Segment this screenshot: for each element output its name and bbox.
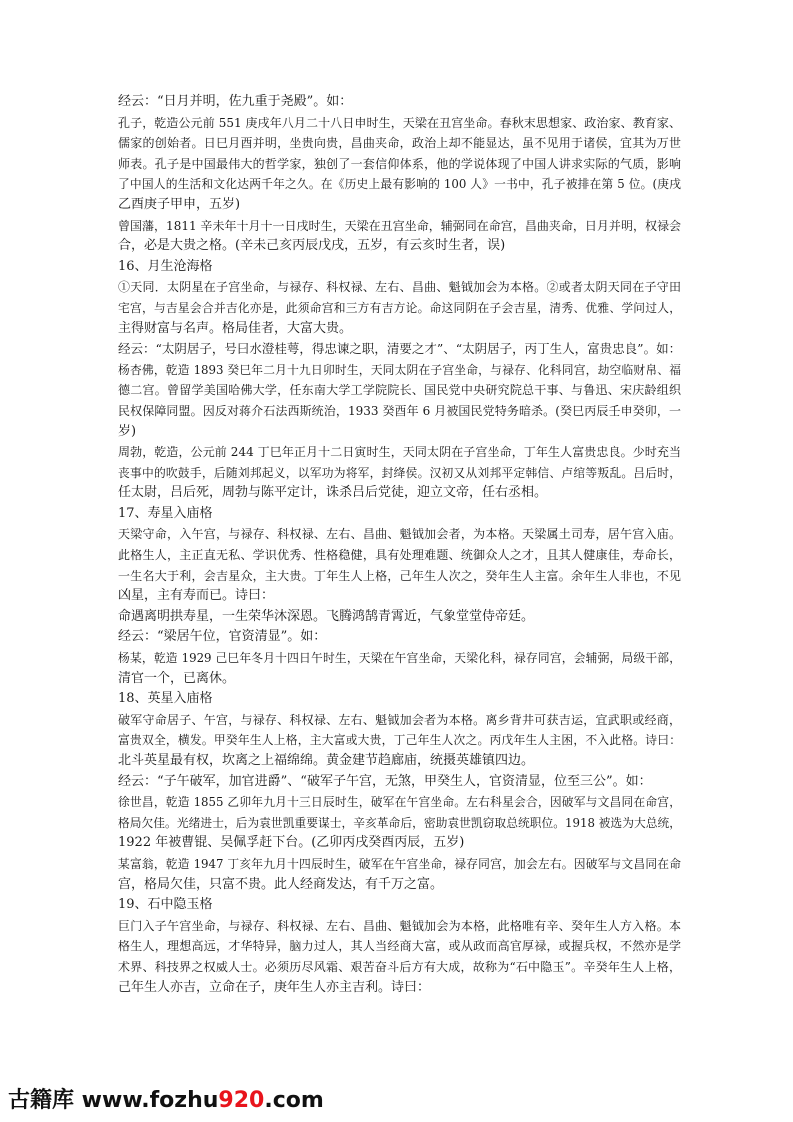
text-line: 经云：“太阴居子，号曰水澄桂萼，得忠谏之职，清要之才”、“太阴居子，丙丁生人，富贵忠良”。如： (118, 341, 681, 357)
text-line: 1922 年被曹锟、吴佩孚赶下台。(乙卯丙戌癸酉丙辰，五岁) (118, 835, 465, 851)
text-line: 北斗英星最有权，坎离之上福绵绵。黄金建节趋廊庙，统摄英雄镇四边。 (118, 753, 535, 768)
text-line: 经云：“梁居午位，官资清显”。如： (118, 629, 327, 645)
text-line: 儒家的创始者。日巳月酉并明，坐贵向贵，昌曲夹命，政治上却不能显达，虽不见用于诸侯，宜其为万世 (118, 136, 681, 151)
text-line: 民权保障同盟。因反对蒋介石法西斯统治，1933 癸酉年 6 月被国民党特务暗杀。(癸巳丙辰壬申癸卯，一 (118, 403, 681, 418)
text-line: 此格生人，主正直无私、学识优秀、性格稳健，具有处理难题、统御众人之才，且其人健康佳，寿命长， (118, 548, 681, 563)
text-line: 17、寿星入庙格 (118, 505, 213, 521)
text-line: 巨门入子午宫坐命，与禄存、科权禄、左右、昌曲、魁钺加会为本格，此格唯有辛、癸年生人方入格。本 (118, 918, 681, 933)
text-line: 徐世昌，乾造 1855 乙卯年九月十三日辰时生，破军在午宫坐命。左右科星会合，因破军与文昌同在命宫， (118, 795, 681, 810)
text-line: 宅宫，与吉星会合并吉化亦是，此须命宫和三方有吉方论。命这同阴在子会吉星，清秀、优雅、学问过人， (118, 300, 681, 315)
text-line: 师表。孔子是中国最伟大的哲学家，独创了一套信仰体系，他的学说体现了中国人讲求实际的气质，影响 (118, 156, 681, 171)
text-line: 一生名大于利，会吉星众，主大贵。丁年生人上格，己年生人次之，癸年生人主富。余年生人非也，不见 (118, 568, 681, 583)
text-line: 宫，格局欠佳，只富不贵。此人经商发达，有千万之富。 (118, 876, 444, 892)
text-line: 丧事中的吹鼓手，后随刘邦起义，以军功为将军，封绛侯。汉初又从刘邦平定韩信、卢绾等叛乱。吕后时， (118, 465, 681, 480)
text-line: 经云：“日月并明，佐九重于尧殿”。如： (118, 94, 353, 109)
text-line: 杨杏佛，乾造 1893 癸巳年二月十九日卯时生，天同太阴在子宫坐命，与禄存、化科同宫，劫空临财帛、福 (118, 362, 681, 377)
text-line: 德二宫。曾留学美国哈佛大学，任东南大学工学院院长、国民党中央研究院总干事、与鲁迅、宋庆龄组织 (118, 383, 681, 398)
watermark-brand-name: 古籍库 (8, 1088, 75, 1113)
document-body (118, 92, 681, 998)
text-line: 主得财富与名声。格局佳者，大富大贵。 (118, 320, 353, 336)
text-line: 某富翁，乾造 1947 丁亥年九月十四辰时生，破军在午宫坐命，禄存同宫，加会左右。因破军与文昌同在命 (118, 856, 681, 871)
text-line: 任太尉，吕后死，周勃与陈平定计，诛杀吕后党徒，迎立文帝，任右丞相。 (118, 485, 548, 501)
text-line: 18、英星入庙格 (118, 691, 213, 707)
text-line: 凶星，主有寿而已。诗曰： (118, 588, 275, 604)
text-line: ①天同．太阴星在子宫坐命，与禄存、科权禄、左右、昌曲、魁钺加会为本格。②或者太阴天同在子守田 (118, 280, 681, 295)
text-line: 破军守命居子、午宫，与禄存、科权禄、左右、魁钺加会者为本格。离乡背井可获吉运，宜武职或经商， (118, 712, 681, 727)
text-line: 己年生人亦吉，立命在子，庚年生人亦主吉利。诗曰： (118, 979, 431, 995)
text-line: 格生人，理想高远，才华特异，脑力过人，其人当经商大富，或从政而高官厚禄，或握兵权，不然亦是学 (118, 939, 681, 954)
text-line: 术界、科技界之权威人士。必须历尽风霜、艰苦奋斗后方有大成，故称为“石中隐玉”。辛癸年生人上格， (118, 959, 681, 974)
text-line: 富贵双全，横发。甲癸年生人上格，主大富或大贵，丁己年生人次之。丙戊年生人主困，不入此格。诗曰： (118, 733, 681, 748)
watermark-url-number: 920 (218, 1088, 265, 1113)
text-line: 乙酉庚子甲申，五岁) (118, 196, 241, 212)
text-line: 孔子，乾造公元前 551 庚戌年八月二十八日申时生，天梁在丑宫坐命。春秋末思想家、政治家、教育家、 (118, 115, 681, 130)
text-line: 命遇离明拱寿星，一生荣华沐深恩。飞腾鸿鹄青霄近，气象堂堂侍帝廷。 (118, 608, 535, 624)
watermark-url-suffix: .com (264, 1088, 324, 1113)
text-line: 16、月生沧海格 (118, 258, 213, 274)
watermark-url-prefix: www.fozhu (74, 1088, 219, 1113)
text-line: 天梁守命，入午宫，与禄存、科权禄、左右、昌曲、魁钺加会者，为本格。天梁属土司寿，居午宫入庙。 (118, 527, 681, 542)
text-line: 清官一个，已离休。 (118, 670, 236, 686)
text-line: 了中国人的生活和文化达两千年之久。在《历史上最有影响的 100 人》一书中，孔子被排在第 5 位。(庚戌 (118, 177, 681, 192)
text-line: 经云：“子午破军，加官进爵”、“破军子午宫，无煞，甲癸生人，官资清显，位至三公”。如： (118, 773, 652, 789)
watermark-logo (8, 1083, 324, 1114)
text-line: 合，必是大贵之格。(辛未己亥丙辰戊戌，五岁，有云亥时生者，误) (118, 238, 506, 254)
text-line: 格局欠佳。光绪进士，后为袁世凯重要谋士，辛亥革命后，密助袁世凯窃取总统职位。1918 被选为大总统， (118, 815, 681, 830)
text-line: 周勃，乾造，公元前 244 丁巳年正月十二日寅时生，天同太阴在子宫坐命，丁年生人富贵忠良。少时充当 (118, 445, 681, 460)
text-line: 岁) (118, 423, 137, 439)
text-line: 19、石中隐玉格 (118, 897, 213, 913)
text-line: 杨某，乾造 1929 己巳年冬月十四日午时生，天梁在午宫坐命，天梁化科，禄存同宫，会辅弼，局级干部， (118, 651, 681, 666)
text-line: 曾国藩，1811 辛未年十月十一日戌时生，天梁在丑宫坐命，辅弼同在命宫，昌曲夹命，日月并明，权禄会 (118, 218, 681, 233)
